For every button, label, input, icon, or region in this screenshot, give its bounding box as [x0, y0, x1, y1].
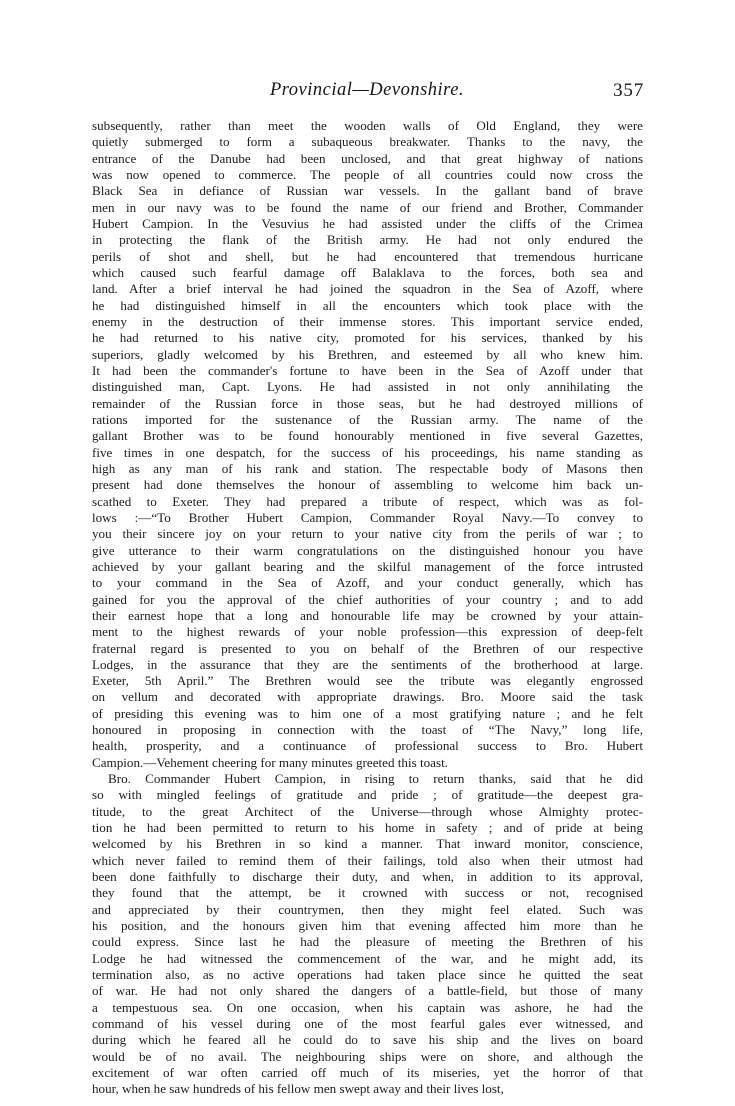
text-line: subsequently, rather than meet the wooden walls of Old England, they were — [92, 118, 643, 133]
text-line: to your command in the Sea of Azoff, and your conduct generally, which has — [92, 575, 643, 591]
text-line: a tempestuous sea. On one occasion, when his captain was ashore, he had the — [92, 999, 643, 1015]
text-line: health, prosperity, and a continuance of professional success to Bro. Hubert — [92, 738, 643, 754]
text-line: could express. Since last he had the pleasure of meeting the Brethren of his — [92, 934, 643, 950]
text-line: which caused such fearful damage off Balaklava to the forces, both sea and — [92, 264, 643, 280]
text-line: on vellum and decorated with appropriate drawings. Bro. Moore said the task — [92, 689, 643, 705]
text-line: enemy in the destruction of their immense stores. This important service ended, — [92, 313, 643, 329]
text-line: their earnest hope that a long and honourable life may be crowned by your attain- — [92, 607, 643, 623]
text-line: during which he feared all he could do to save his ship and the lives on board — [92, 1032, 643, 1048]
text-line: present had done themselves the honour of assembling to welcome him back un- — [92, 477, 643, 493]
text-line: lows :—“To Brother Hubert Campion, Commander Royal Navy.—To convey to — [92, 509, 643, 525]
text-line: men in our navy was to be found the name of our friend and Brother, Commander — [92, 199, 643, 215]
text-line: hour, when he saw hundreds of his fellow men swept away and their lives lost, — [92, 1081, 504, 1097]
text-line: honoured in proposing in connection with the toast of “The Navy,” long life, — [92, 722, 643, 738]
article-body — [92, 118, 643, 1098]
text-line: land. After a brief interval he had joined the squadron in the Sea of Azoff, where — [92, 281, 643, 297]
text-line: termination also, as no active operations had taken place since he quitted the seat — [92, 967, 643, 983]
text-line: Hubert Campion. In the Vesuvius he had assisted under the cliffs of the Crimea — [92, 215, 643, 231]
text-line: his position, and the honours given him that evening affected him more than he — [92, 918, 643, 934]
text-line: remainder of the Russian force in those seas, but he had destroyed millions of — [92, 395, 643, 411]
text-line: would be of no avail. The neighbouring ships were on shore, and although the — [92, 1048, 643, 1064]
page-number: 357 — [613, 80, 644, 101]
text-line: quietly submerged to form a subaqueous breakwater. Thanks to the navy, the — [92, 134, 643, 150]
text-line: five times in one despatch, for the success of his proceedings, his name standing as — [92, 444, 643, 460]
text-line: gallant Brother was to be found honourably mentioned in five several Gazettes, — [92, 428, 643, 444]
text-line: It had been the commander's fortune to have been in the Sea of Azoff under that — [92, 362, 643, 378]
text-line: command of his vessel during one of the most fearful gales ever witnessed, and — [92, 1016, 643, 1032]
text-line: was now opened to commerce. The people of all countries could now cross the — [92, 166, 643, 182]
text-line: Lodges, in the assurance that they are the sentiments of the brotherhood at large. — [92, 656, 643, 672]
text-line: Bro. Commander Hubert Campion, in rising to return thanks, said that he did — [108, 771, 643, 787]
text-line: gained for you the approval of the chief authorities of your country ; and to add — [92, 591, 643, 607]
text-line: which never failed to remind them of their failings, told also when their utmost had — [92, 852, 643, 868]
text-line: Exeter, 5th April.” The Brethren would see the tribute was elegantly engrossed — [92, 673, 643, 689]
page-header — [90, 80, 644, 110]
text-line: you their sincere joy on your return to your native city from the perils of war ; to — [92, 526, 643, 542]
text-line: titude, to the great Architect of the Universe—through whose Almighty protec- — [92, 803, 643, 819]
text-line: fraternal regard is presented to you on behalf of the Brethren of our respective — [92, 640, 643, 656]
text-line: Black Sea in defiance of Russian war vessels. In the gallant band of brave — [92, 183, 643, 199]
text-line: excitement of war often carried off much of its miseries, yet the horror of that — [92, 1065, 643, 1081]
text-line: Lodge he had witnessed the commencement of the war, and he might add, its — [92, 950, 643, 966]
text-line: superiors, gladly welcomed by his Brethren, and esteemed by all who knew him. — [92, 346, 643, 362]
text-line: ment to the highest rewards of your noble profession—this expression of deep-felt — [92, 624, 643, 640]
text-line: of presiding this evening was to him one of a most gratifying nature ; and he felt — [92, 705, 643, 721]
text-line: distinguished man, Capt. Lyons. He had assisted in not only annihilating the — [92, 379, 643, 395]
text-line: high as any man of his rank and station. The respectable body of Masons then — [92, 460, 643, 476]
text-line: so with mingled feelings of gratitude and pride ; of gratitude—the deepest gra- — [92, 787, 643, 803]
text-line: in protecting the flank of the British army. He had not only endured the — [92, 232, 643, 248]
text-line: welcomed by his Brethren in so kind a manner. That inward monitor, conscience, — [92, 836, 643, 852]
text-line: rations imported for the sustenance of the Russian army. The name of the — [92, 411, 643, 427]
text-line: perils of shot and shell, but he had encountered that tremendous hurricane — [92, 248, 643, 264]
text-line: and appreciated by their countrymen, then they might feel elated. Such was — [92, 901, 643, 917]
running-title: Provincial—Devonshire. — [269, 80, 465, 100]
text-line: entrance of the Danube had been unclosed, and that great highway of nations — [92, 150, 643, 166]
text-line: been done faithfully to discharge their duty, and when, in addition to its approval, — [92, 869, 643, 885]
text-line: achieved by your gallant bearing and the skilful management of the force intrusted — [92, 558, 643, 574]
text-line: he had distinguished himself in all the encounters which took place with the — [92, 297, 643, 313]
text-line: of war. He had not only shared the dangers of a battle-field, but those of many — [92, 983, 643, 999]
text-line: give utterance to their warm congratulations on the distinguished honour you have — [92, 542, 643, 558]
text-line: tion he had been permitted to return to his home in safety ; and of pride at being — [92, 820, 643, 836]
text-line: he had returned to his native city, promoted for his services, thanked by his — [92, 330, 643, 346]
text-line: scathed to Exeter. They had prepared a tribute of respect, which was as fol- — [92, 493, 643, 509]
text-line: they found that the attempt, be it crowned with success or not, recognised — [92, 885, 643, 901]
text-line: Campion.—Vehement cheering for many minutes greeted this toast. — [92, 754, 448, 770]
